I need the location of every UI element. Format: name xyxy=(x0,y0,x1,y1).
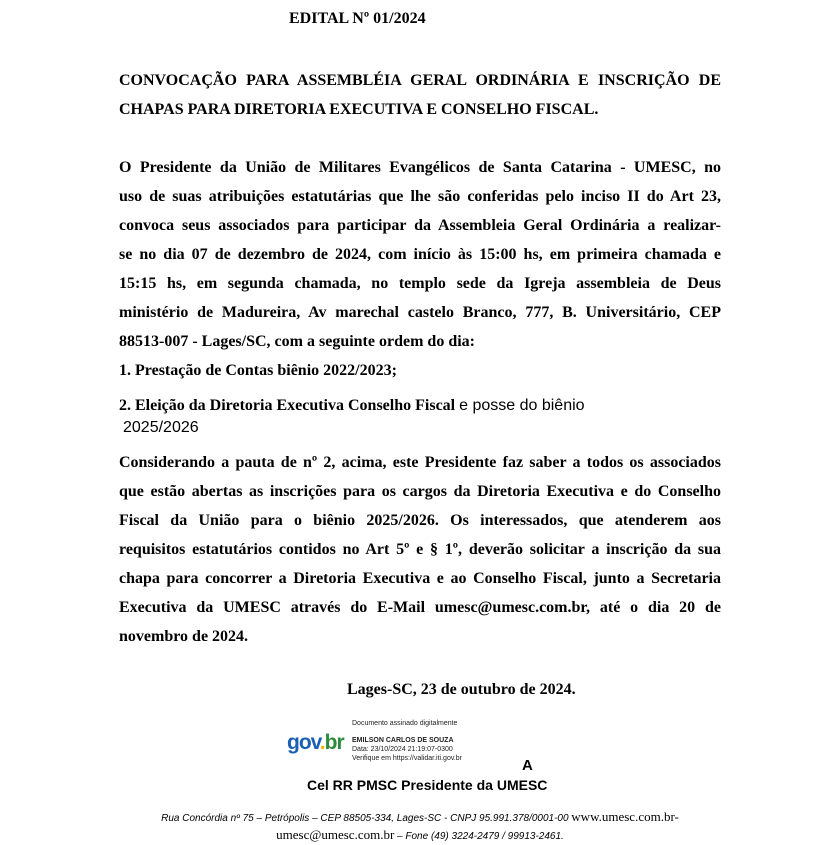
footer-address: Rua Concórdia nº 75 – Petrópolis – CEP 88505-334, Lages-SC - CNPJ 95.991.378/0001-00 xyxy=(161,813,569,824)
footer-website[interactable]: www.umesc.com.br- xyxy=(571,809,679,824)
agenda-item-2-part-2: Conselho Fiscal xyxy=(348,397,456,414)
paragraph-line: uso de suas atribuições estatutárias que lhe são conferidas pelo inciso II do Art 23, xyxy=(119,188,721,205)
signer-office: Cel RR PMSC Presidente da UMESC xyxy=(307,777,548,793)
heading-line-2: CHAPAS PARA DIRETORIA EXECUTIVA E CONSELHO FISCAL. xyxy=(119,101,599,118)
agenda-item-1: 1. Prestação de Contas biênio 2022/2023; xyxy=(119,362,397,379)
footer-phone: – Fone (49) 3224-2479 / 99913-2461. xyxy=(397,831,564,842)
agenda-item-2-part-1: 2. Eleição da Diretoria Executiva xyxy=(119,397,344,414)
paragraph-convocation xyxy=(119,153,721,356)
logo-gov: gov xyxy=(287,731,320,754)
paragraph-registration xyxy=(119,448,721,651)
logo-br: br xyxy=(324,731,344,754)
paragraph-line: requisitos estatutários contidos no Art 5º e § 1º, deverão solicitar a inscrição da sua xyxy=(119,541,721,558)
gov-br-logo xyxy=(287,731,344,755)
heading-line-1: CONVOCAÇÃO PARA ASSEMBLÉIA GERAL ORDINÁRIA E INSCRIÇÃO DE xyxy=(119,72,721,89)
paragraph-line: convoca seus associados para participar da Assembleia Geral Ordinária a realizar- xyxy=(119,217,721,234)
signature-verify-link[interactable]: Verifique em https://validar.iti.gov.br xyxy=(352,755,462,762)
paragraph-line: que estão abertas as inscrições para os cargos da Diretoria Executiva e do Conselho xyxy=(119,483,721,500)
agenda-item-2-part-3: e posse do biênio xyxy=(459,397,585,414)
paragraph-line: Fiscal da União para o biênio 2025/2026. Os interessados, que atenderem aos xyxy=(119,512,721,529)
signature-letter: A xyxy=(522,757,533,774)
logo-dot: . xyxy=(319,731,325,754)
paragraph-line: se no dia 07 de dezembro de 2024, com início às 15:00 hs, em primeira chamada e xyxy=(119,246,721,263)
agenda-item-2 xyxy=(119,391,721,420)
paragraph-line: O Presidente da União de Militares Evangélicos de Santa Catarina - UMESC, no xyxy=(119,159,721,176)
paragraph-line: Executiva da UMESC através do E-Mail umesc@umesc.com.br, até o dia 20 de xyxy=(119,599,721,616)
signature-date: Data: 23/10/2024 21:19:07-0300 xyxy=(352,746,453,753)
place-date: Lages-SC, 23 de outubro de 2024. xyxy=(347,681,576,698)
paragraph-line: ministério de Madureira, Av marechal castelo Branco, 777, B. Universitário, CEP xyxy=(119,304,721,321)
signer-name: EMILSON CARLOS DE SOUZA xyxy=(352,737,454,744)
heading xyxy=(119,66,721,124)
paragraph-line: 15:15 hs, em segunda chamada, no templo sede da Igreja assembleia de Deus xyxy=(119,275,721,292)
footer-email[interactable]: umesc@umesc.com.br xyxy=(276,827,395,842)
paragraph-line: Considerando a pauta de nº 2, acima, este Presidente faz saber a todos os associados xyxy=(119,454,721,471)
paragraph-line: 88513-007 - Lages/SC, com a seguinte ordem do dia: xyxy=(119,333,475,350)
footer xyxy=(130,809,710,845)
paragraph-line: chapa para concorrer a Diretoria Executiva e ao Conselho Fiscal, junto a Secretaria xyxy=(119,570,721,587)
signature-label: Documento assinado digitalmente xyxy=(352,720,458,727)
agenda-item-2-period: 2025/2026 xyxy=(123,419,199,436)
edital-title: EDITAL Nº 01/2024 xyxy=(289,10,426,27)
paragraph-line: novembro de 2024. xyxy=(119,628,249,645)
